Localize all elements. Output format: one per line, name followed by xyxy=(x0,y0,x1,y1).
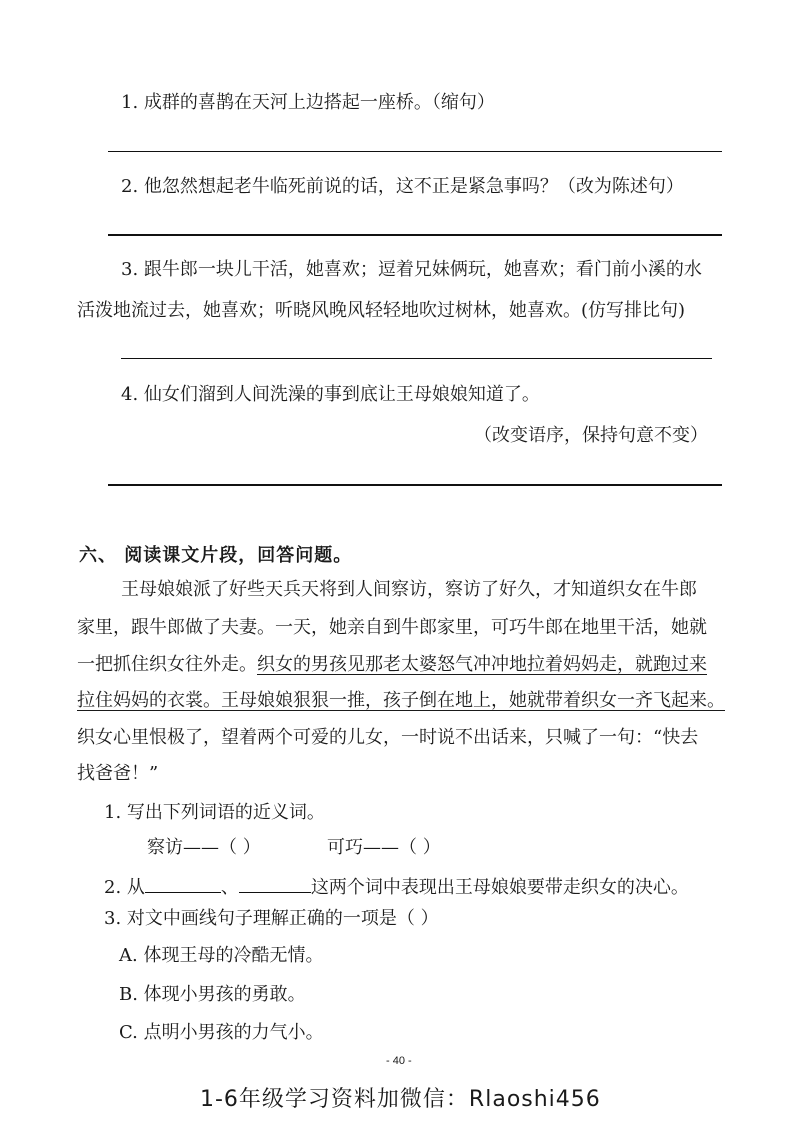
q6-item-2-prefix: 2. 从 xyxy=(104,877,145,898)
passage-line-6: 找爸爸！” xyxy=(77,763,159,784)
q6-item-1: 1. 写出下列词语的近义词。 xyxy=(104,802,325,823)
q5-item-4-note: （改变语序，保持句意不变） xyxy=(474,425,708,446)
option-a: A. 体现王母的冷酷无情。 xyxy=(119,945,324,966)
q5-item-2: 2. 他忽然想起老牛临死前说的话，这不正是紧急事吗？（改为陈述句） xyxy=(121,176,684,197)
underlined-sentence-part-2: 拉住妈妈的衣裳。王母娘娘狠狠一推，孩子倒在地上，她就带着织女一齐飞起来。 xyxy=(77,690,725,711)
answer-line-2 xyxy=(108,234,722,236)
q6-item-2-sep: 、 xyxy=(220,877,239,898)
answer-line-4 xyxy=(108,484,722,486)
synonym-item-1: 察访——（ ） xyxy=(147,837,261,858)
option-b: B. 体现小男孩的勇敢。 xyxy=(119,984,306,1005)
fill-blank-1[interactable] xyxy=(145,874,221,893)
q6-item-2 xyxy=(104,874,689,899)
q6-item-2-suffix: 这两个词中表现出王母娘娘要带走织女的决心。 xyxy=(310,877,689,898)
passage-line-3 xyxy=(77,654,707,676)
fill-blank-2[interactable] xyxy=(239,874,311,893)
q5-item-3-line-1: 3. 跟牛郎一块儿干活，她喜欢；逗着兄妹俩玩，她喜欢；看门前小溪的水 xyxy=(121,259,702,280)
underlined-sentence-part-1: 织女的男孩见那老太婆怒气冲冲地拉着妈妈走，就跑过来 xyxy=(257,654,707,675)
passage-line-5: 织女心里恨极了，望着两个可爱的儿女，一时说不出话来，只喊了一句：“快去 xyxy=(77,727,699,748)
q5-item-1: 1. 成群的喜鹊在天河上边搭起一座桥。（缩句） xyxy=(121,92,495,113)
footer-promo-text: 1-6年级学习资料加微信：Rlaoshi456 xyxy=(200,1087,601,1112)
page-number: - 40 - xyxy=(386,1055,412,1067)
passage-line-2: 家里，跟牛郎做了夫妻。一天，她亲自到牛郎家里，可巧牛郎在地里干活，她就 xyxy=(77,617,707,638)
option-c: C. 点明小男孩的力气小。 xyxy=(119,1022,324,1043)
q5-item-3-line-2: 活泼地流过去，她喜欢；听晓风晚风轻轻地吹过树林，她喜欢。(仿写排比句) xyxy=(77,300,686,321)
q5-item-4: 4. 仙女们溜到人间洗澡的事到底让王母娘娘知道了。 xyxy=(121,384,540,405)
passage-line-1: 王母娘娘派了好些天兵天将到人间察访，察访了好久，才知道织女在牛郎 xyxy=(121,579,697,600)
q6-item-3: 3. 对文中画线句子理解正确的一项是（ ） xyxy=(104,908,439,929)
answer-line-1 xyxy=(108,151,722,152)
passage-line-3-plain: 一把抓住织女往外走。 xyxy=(77,654,257,675)
answer-line-3 xyxy=(121,358,712,359)
section-6-heading: 六、 阅读课文片段，回答问题。 xyxy=(79,545,353,566)
synonym-item-2: 可巧——（ ） xyxy=(327,837,441,858)
